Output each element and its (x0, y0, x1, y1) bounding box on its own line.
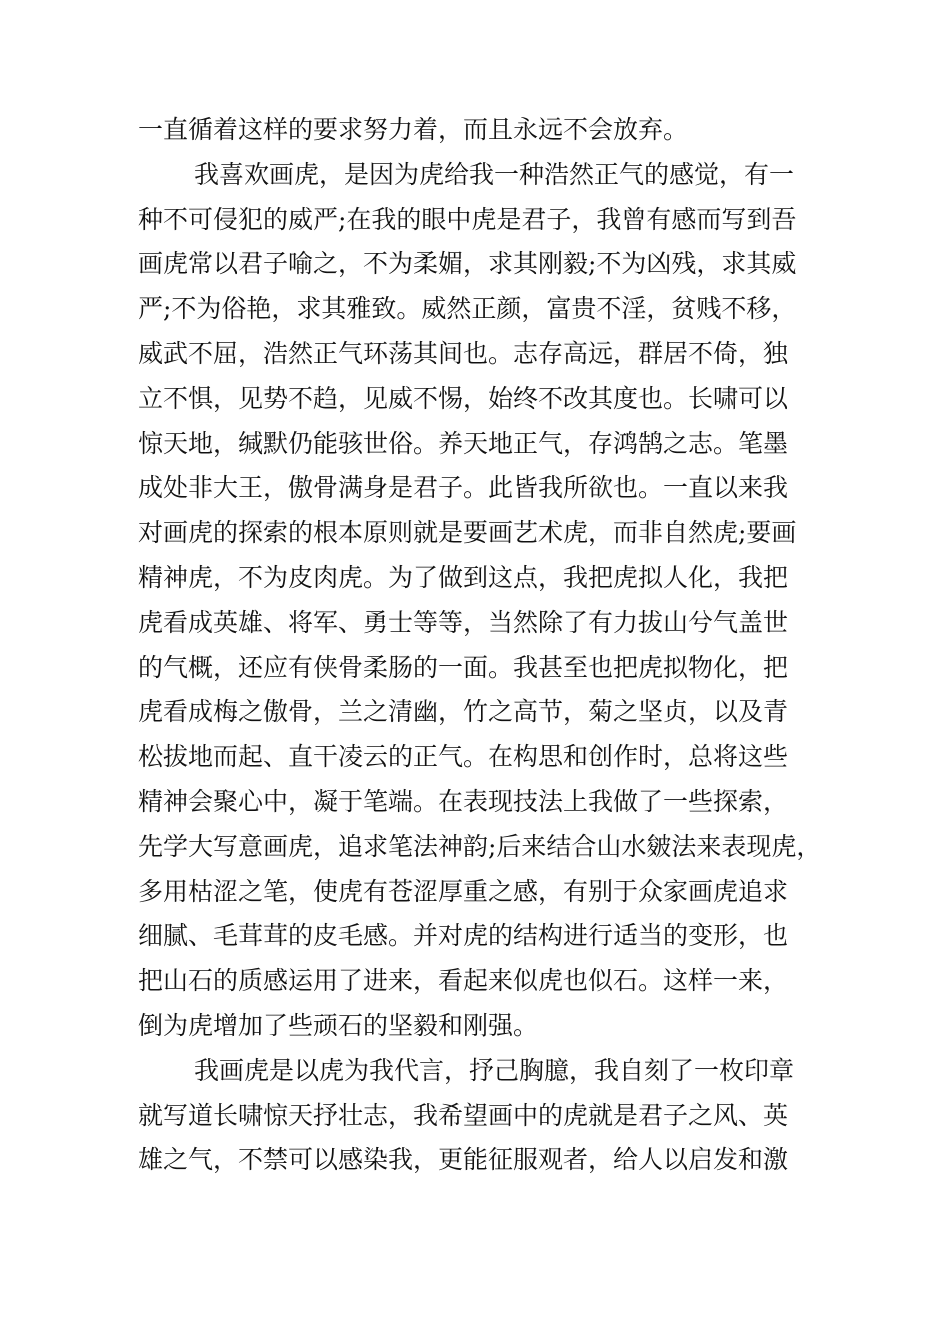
text-line: 严;不为俗艳，求其雅致。威然正颜，富贵不淫，贫贱不移， (138, 294, 797, 324)
text-line: 松拔地而起、直干凌云的正气。在构思和创作时，总将这些 (138, 742, 789, 772)
text-line: 细腻、毛茸茸的皮毛感。并对虎的结构进行适当的变形，也 (138, 921, 789, 951)
text-line: 对画虎的探索的根本原则就是要画艺术虎，而非自然虎;要画 (138, 518, 797, 548)
text-line: 倒为虎增加了些顽石的坚毅和刚强。 (138, 1010, 539, 1040)
text-line: 多用枯涩之笔，使虎有苍涩厚重之感，有别于众家画虎追求 (138, 876, 789, 906)
text-line: 虎看成英雄、将军、勇士等等，当然除了有力拔山兮气盖世 (138, 607, 789, 637)
text-line: 虎看成梅之傲骨，兰之清幽，竹之高节，菊之坚贞，以及青 (138, 697, 789, 727)
text-line: 先学大写意画虎，追求笔法神韵;后来结合山水皴法来表现虎， (138, 831, 822, 861)
text-line: 雄之气，不禁可以感染我，更能征服观者，给人以启发和激 (138, 1145, 789, 1175)
text-line: 立不惧，见势不趋，见威不惕，始终不改其度也。长啸可以 (138, 383, 789, 413)
text-line: 一直循着这样的要求努力着，而且永远不会放弃。 (138, 115, 689, 144)
text-line: 成处非大王，傲骨满身是君子。此皆我所欲也。一直以来我 (138, 473, 789, 503)
text-line: 的气概，还应有侠骨柔肠的一面。我甚至也把虎拟物化，把 (138, 652, 789, 682)
text-line: 种不可侵犯的威严;在我的眼中虎是君子，我曾有感而写到吾 (138, 204, 797, 234)
text-line: 画虎常以君子喻之，不为柔媚，求其刚毅;不为凶残，求其威 (138, 249, 797, 279)
text-line: 惊天地，缄默仍能骇世俗。养天地正气，存鸿鹄之志。笔墨 (138, 428, 789, 458)
text-line: 把山石的质感运用了进来，看起来似虎也似石。这样一来， (138, 966, 789, 996)
text-line: 精神会聚心中，凝于笔端。在表现技法上我做了一些探索， (138, 786, 789, 816)
paragraph-first-line: 我画虎是以虎为我代言，抒己胸臆，我自刻了一枚印章 (194, 1055, 795, 1085)
text-line: 威武不屈，浩然正气环荡其间也。志存高远，群居不倚，独 (138, 338, 789, 368)
text-line: 就写道长啸惊天抒壮志，我希望画中的虎就是君子之风、英 (138, 1100, 789, 1130)
paragraph-first-line: 我喜欢画虎，是因为虎给我一种浩然正气的感觉，有一 (194, 159, 795, 189)
body-text (138, 108, 838, 1183)
text-line: 精神虎，不为皮肉虎。为了做到这点，我把虎拟人化，我把 (138, 562, 789, 592)
